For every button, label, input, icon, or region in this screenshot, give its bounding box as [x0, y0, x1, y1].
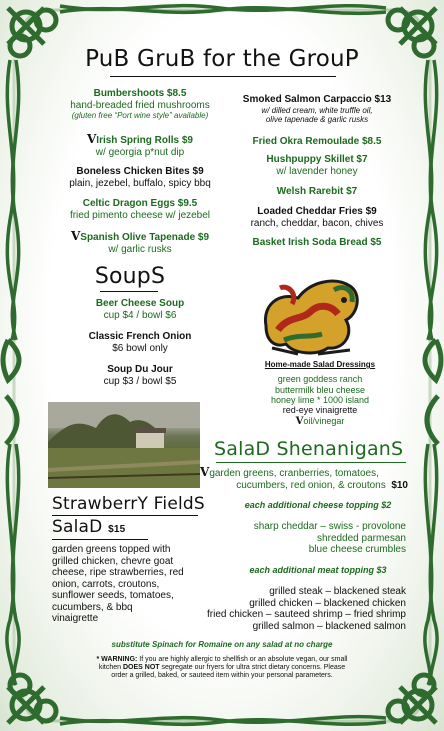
- dressing-item: buttermilk bleu cheese: [274, 384, 366, 395]
- item-name: Smoked Salmon Carpaccio $13: [242, 94, 392, 105]
- menu-item-rarebit: [224, 186, 410, 198]
- menu-item-dragon-eggs: [42, 198, 238, 221]
- dressing-item: red-eye vinaigrette: [282, 405, 358, 416]
- strawberry-underline-2: [52, 539, 148, 540]
- soup-french-onion: [50, 331, 230, 354]
- meat-item: grilled salmon – blackened salmon: [252, 620, 406, 632]
- vegetarian-mark: V: [86, 132, 97, 146]
- menu-item-olive-tapenade: [42, 230, 238, 255]
- warning-label: * WARNING:: [96, 656, 138, 663]
- spinach-text: substitute Spinach for Romaine on any salad at no charge: [111, 640, 333, 649]
- soups-title: SoupS: [94, 264, 166, 289]
- soup-beer-cheese: [50, 298, 230, 321]
- dressing-item: honey lime * 1000 island: [270, 394, 370, 405]
- item-desc: fried pimento cheese w/ jezebel: [69, 209, 211, 221]
- allergy-warning: [52, 656, 392, 680]
- strawberry-line: cheese, ripe strawberries, red: [52, 567, 184, 578]
- warning-text: kitchen: [98, 664, 123, 672]
- soup-name: Soup Du Jour: [107, 364, 173, 375]
- item-name: Irish Spring Rolls $9: [96, 135, 193, 146]
- soups-underline: [100, 291, 158, 292]
- cheese-list: [206, 521, 406, 556]
- strawberry-line: garden greens topped with: [52, 544, 171, 555]
- item-name: Hushpuppy Skillet $7: [266, 154, 368, 165]
- shenanigans-underline: [216, 462, 406, 463]
- item-name: Spanish Olive Tapenade $9: [80, 232, 210, 243]
- menu-item-okra: [224, 136, 410, 148]
- item-desc: hand-breaded fried mushrooms: [70, 99, 210, 111]
- item-desc: w/ georgia p*nut dip: [95, 146, 185, 158]
- menu-item-chicken-bites: [42, 166, 238, 189]
- menu-item-hushpuppy: [224, 154, 410, 177]
- page-title: PuB GruB for the GrouP: [85, 46, 359, 72]
- soup-du-jour: [50, 364, 230, 387]
- strawberry-line: vinaigrette: [52, 613, 99, 624]
- strawberry-line: sunflower seeds, tomatoes,: [52, 590, 174, 601]
- strawberry-title-salad: SalaD: [52, 517, 103, 537]
- strawberry-underline: [52, 515, 198, 516]
- vegetarian-mark: V: [200, 465, 210, 479]
- strawberry-line: onion, carrots, croutons,: [52, 578, 160, 590]
- warning-text: order a grilled, baked, or sauteed item within your personal parameters.: [111, 672, 333, 680]
- vegetarian-mark: V: [70, 229, 81, 243]
- item-desc: w/ garlic rusks: [108, 243, 172, 255]
- warning-text: segregate our fryers for ultra strict dietary concerns. Please: [159, 664, 346, 672]
- menu-item-fries: [224, 206, 410, 229]
- item-name: Welsh Rarebit $7: [276, 186, 358, 197]
- pub-photo-scene: [48, 402, 200, 488]
- item-name: Bumbershoots $8.5: [93, 88, 187, 99]
- dressing-item: oil/vinegar: [303, 415, 345, 426]
- item-name: Fried Okra Remoulade $8.5: [252, 136, 382, 147]
- item-note: (gluten free “Port wine style” available): [71, 111, 209, 120]
- soup-name: Classic French Onion: [88, 331, 192, 342]
- meat-toppings: [222, 565, 414, 575]
- item-name: Loaded Cheddar Fries $9: [257, 206, 377, 217]
- warning-text: If you are highly allergic to shellfish or an absolute vegan, our small: [137, 656, 348, 663]
- dressing-item: green goddess ranch: [277, 374, 363, 385]
- menu-item-salmon: [224, 94, 410, 124]
- meat-header: each additional meat topping $3: [249, 565, 387, 575]
- soup-price: cup $4 / bowl $6: [103, 309, 177, 321]
- salad-desc: garden greens, cranberries, tomatoes,: [209, 468, 379, 479]
- title-underline: [110, 76, 336, 77]
- shenanigans-title: SalaD ShenaniganS: [214, 438, 404, 460]
- salad-desc: cucumbers, red onion, & croutons: [236, 479, 386, 491]
- item-name: Boneless Chicken Bites $9: [76, 166, 204, 177]
- cheese-item: sharp cheddar – swiss - provolone: [253, 521, 406, 532]
- strawberry-description: [52, 544, 212, 625]
- dressings-section: [232, 360, 408, 427]
- item-name: Basket Irish Soda Bread $5: [252, 237, 382, 248]
- cheese-header: each additional cheese topping $2: [244, 500, 392, 510]
- left-appetizers: [50, 88, 230, 120]
- strawberry-line: grilled chicken, chevre goat: [52, 555, 174, 567]
- strawberry-line: cucumbers, & bbq: [52, 601, 133, 613]
- dressings-title: Home-made Salad Dressings: [264, 360, 376, 369]
- meat-item: grilled chicken – blackened chicken: [249, 597, 406, 609]
- soup-name: Beer Cheese Soup: [95, 298, 185, 309]
- vegetarian-mark: V: [295, 415, 304, 427]
- item-desc: ranch, cheddar, bacon, chives: [250, 217, 384, 229]
- warning-emphasis: DOES NOT: [122, 664, 160, 672]
- item-desc: plain, jezebel, buffalo, spicy bbq: [69, 177, 211, 189]
- item-desc: w/ dilled cream, white truffle oil,: [261, 105, 373, 115]
- soup-price: $6 bowl only: [112, 342, 168, 354]
- strawberry-title-2: [52, 517, 212, 537]
- meat-list: [180, 586, 406, 632]
- soup-price: cup $3 / bowl $5: [103, 375, 177, 387]
- meat-item: fried chicken – sauteed shrimp – fried shrimp: [207, 609, 406, 620]
- item-desc: olive tapenade & garlic rusks: [265, 114, 369, 124]
- item-name: Celtic Dragon Eggs $9.5: [82, 198, 198, 209]
- strawberry-price: $15: [108, 524, 126, 535]
- meat-item: grilled steak – blackened steak: [269, 586, 406, 597]
- strawberry-title: StrawberrY FieldS: [52, 494, 205, 514]
- cheese-item: shredded parmesan: [317, 532, 406, 544]
- item-desc: w/ lavender honey: [276, 165, 358, 177]
- salad-price: $10: [391, 479, 408, 491]
- menu-item-spring-rolls: [50, 133, 230, 158]
- shenanigans-description: [200, 466, 408, 491]
- menu-item-soda-bread: [224, 237, 410, 249]
- cheese-item: blue cheese crumbles: [308, 544, 406, 555]
- celtic-beast-illustration: [258, 264, 366, 358]
- spinach-note: [50, 640, 394, 649]
- pub-photo: [48, 402, 200, 488]
- cheese-toppings: [222, 500, 414, 510]
